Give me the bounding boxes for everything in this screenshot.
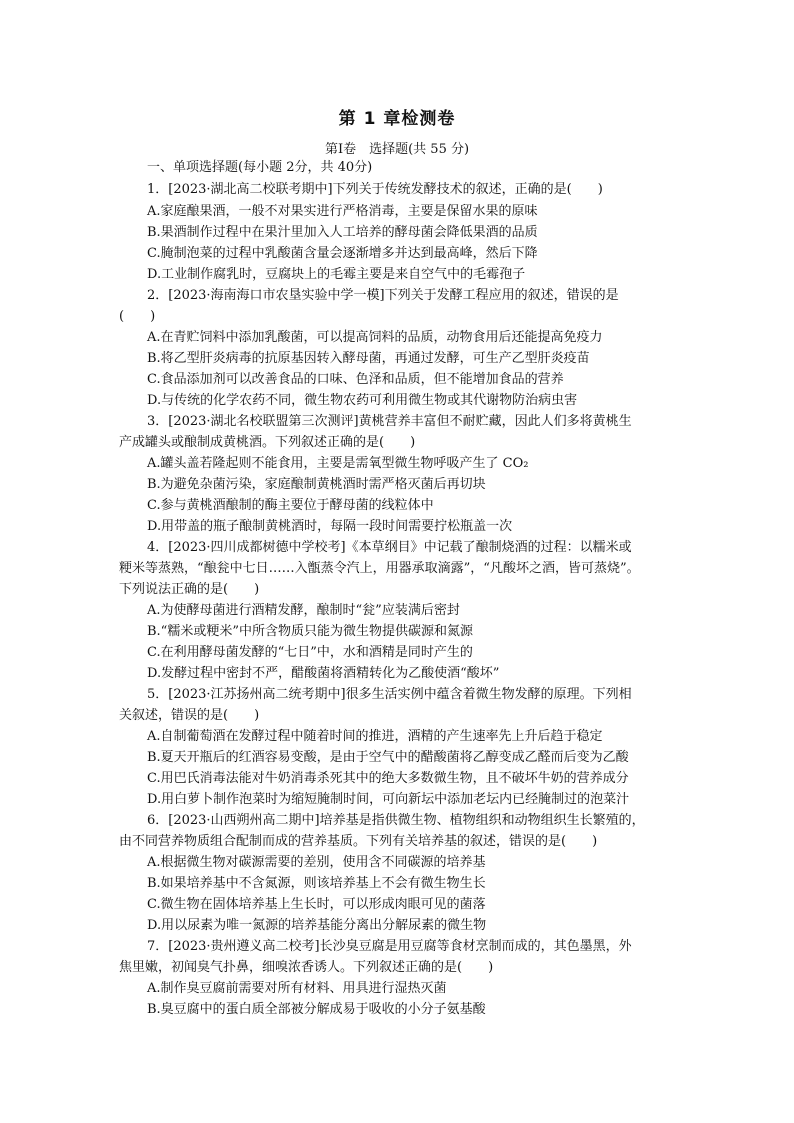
question-2-option-d: D.与传统的化学农药不同，微生物农药可利用微生物或其代谢物防治病虫害 [147, 393, 578, 408]
part-heading: 一、单项选择题(每小题 2分，共 40分) [147, 160, 373, 175]
question-2-stem: 2．[2023·海南海口市农垦实验中学一模]下列关于发酵工程应用的叙述，错误的是 [147, 288, 619, 303]
question-5-stem: 5．[2023·江苏扬州高二统考期中]很多生活实例中蕴含着微生物发酵的原理。下列相 [147, 687, 632, 702]
question-1-option-b: B.果酒制作过程中在果汁里加入人工培养的酵母菌会降低果酒的品质 [147, 225, 538, 240]
question-3-option-d: D.用带盖的瓶子酿制黄桃酒时，每隔一段时间需要拧松瓶盖一次 [147, 519, 513, 534]
question-5-option-c: C.用巴氏消毒法能对牛奶消毒杀死其中的绝大多数微生物，且不破坏牛奶的营养成分 [147, 771, 629, 786]
section-heading: 第Ⅰ卷 选择题(共 55 分) [324, 142, 470, 157]
question-4-stem-cont: 粳米等蒸熟，“酿瓮中七日……入甑蒸令汽上，用器承取滴露”，“凡酸坏之酒，皆可蒸烧”。 [119, 561, 640, 576]
question-7-stem-cont: 焦里嫩，初闻臭气扑鼻，细嗅浓香诱人。下列叙述正确的是( ) [119, 960, 494, 975]
question-3-stem: 3．[2023·湖北名校联盟第三次测评]黄桃营养丰富但不耐贮藏，因此人们多将黄桃生 [147, 414, 632, 429]
question-2-option-b: B.将乙型肝炎病毒的抗原基因转入酵母菌，再通过发酵，可生产乙型肝炎疫苗 [147, 351, 590, 366]
question-3-option-a: A.罐头盖若隆起则不能食用，主要是需氧型微生物呼吸产生了 CO₂ [147, 456, 529, 471]
question-4-stem: 4．[2023·四川成都树德中学校考]《本草纲目》中记载了酿制烧酒的过程：以糯米或 [147, 540, 632, 555]
question-1-option-c: C.腌制泡菜的过程中乳酸菌含量会逐渐增多并达到最高峰，然后下降 [147, 246, 538, 261]
question-1-stem: 1．[2023·湖北高二校联考期中]下列关于传统发酵技术的叙述，正确的是( ) [147, 182, 603, 197]
question-4-option-c: C.在利用酵母菌发酵的“七日”中，水和酒精是同时产生的 [147, 645, 473, 660]
question-7-stem: 7．[2023·贵州遵义高二校考]长沙臭豆腐是用豆腐等食材烹制而成的，其色墨黑，外 [147, 939, 632, 954]
question-6-option-a: A.根据微生物对碳源需要的差别，使用含不同碳源的培养基 [147, 855, 486, 870]
question-7-option-b: B.臭豆腐中的蛋白质全部被分解成易于吸收的小分子氨基酸 [147, 1002, 486, 1017]
question-4-option-a: A.为使酵母菌进行酒精发酵，酿制时“瓮”应装满后密封 [147, 603, 460, 618]
question-4-stem-cont-2: 下列说法正确的是( ) [119, 582, 260, 597]
question-5-option-d: D.用白萝卜制作泡菜时为缩短腌制时间，可向新坛中添加老坛内已经腌制过的泡菜汁 [147, 792, 630, 807]
question-3-option-c: C.参与黄桃酒酿制的酶主要位于酵母菌的线粒体中 [147, 498, 434, 513]
question-2-option-a: A.在青贮饲料中添加乳酸菌，可以提高饲料的品质，动物食用后还能提高免疫力 [147, 330, 603, 345]
question-2-option-c: C.食品添加剂可以改善食品的口味、色泽和品质，但不能增加食品的营养 [147, 372, 564, 387]
question-4-option-d: D.发酵过程中密封不严，醋酸菌将酒精转化为乙酸使酒“酸坏” [147, 666, 500, 681]
question-6-option-c: C.微生物在固体培养基上生长时，可以形成肉眼可见的菌落 [147, 897, 486, 912]
question-1-option-a: A.家庭酿果酒，一般不对果实进行严格消毒，主要是保留水果的原味 [147, 204, 538, 219]
question-1-option-d: D.工业制作腐乳时，豆腐块上的毛霉主要是来自空气中的毛霉孢子 [147, 267, 526, 282]
question-6-stem-cont: 由不同营养物质组合配制而成的营养基质。下列有关培养基的叙述，错误的是( ) [119, 834, 598, 849]
question-6-stem: 6．[2023·山西朔州高二期中]培养基是指供微生物、植物组织和动物组织生长繁殖的， [147, 813, 645, 828]
question-5-option-a: A.自制葡萄酒在发酵过程中随着时间的推进，酒精的产生速率先上升后趋于稳定 [147, 729, 603, 744]
question-7-option-a: A.制作臭豆腐前需要对所有材料、用具进行湿热灭菌 [147, 981, 447, 996]
page-title: 第 1 章检测卷 [338, 109, 456, 129]
question-2-stem-cont: ( ) [119, 309, 156, 324]
question-3-stem-cont: 产成罐头或酿制成黄桃酒。下列叙述正确的是( ) [119, 435, 416, 450]
question-5-stem-cont: 关叙述，错误的是( ) [119, 708, 260, 723]
question-4-option-b: B.“糯米或粳米”中所含物质只能为微生物提供碳源和氮源 [147, 624, 473, 639]
question-6-option-b: B.如果培养基中不含氮源，则该培养基上不会有微生物生长 [147, 876, 486, 891]
question-5-option-b: B.夏天开瓶后的红酒容易变酸，是由于空气中的醋酸菌将乙醇变成乙醛而后变为乙酸 [147, 750, 629, 765]
question-6-option-d: D.用以尿素为唯一氮源的培养基能分离出分解尿素的微生物 [147, 918, 487, 933]
question-3-option-b: B.为避免杂菌污染，家庭酿制黄桃酒时需严格灭菌后再切块 [147, 477, 486, 492]
